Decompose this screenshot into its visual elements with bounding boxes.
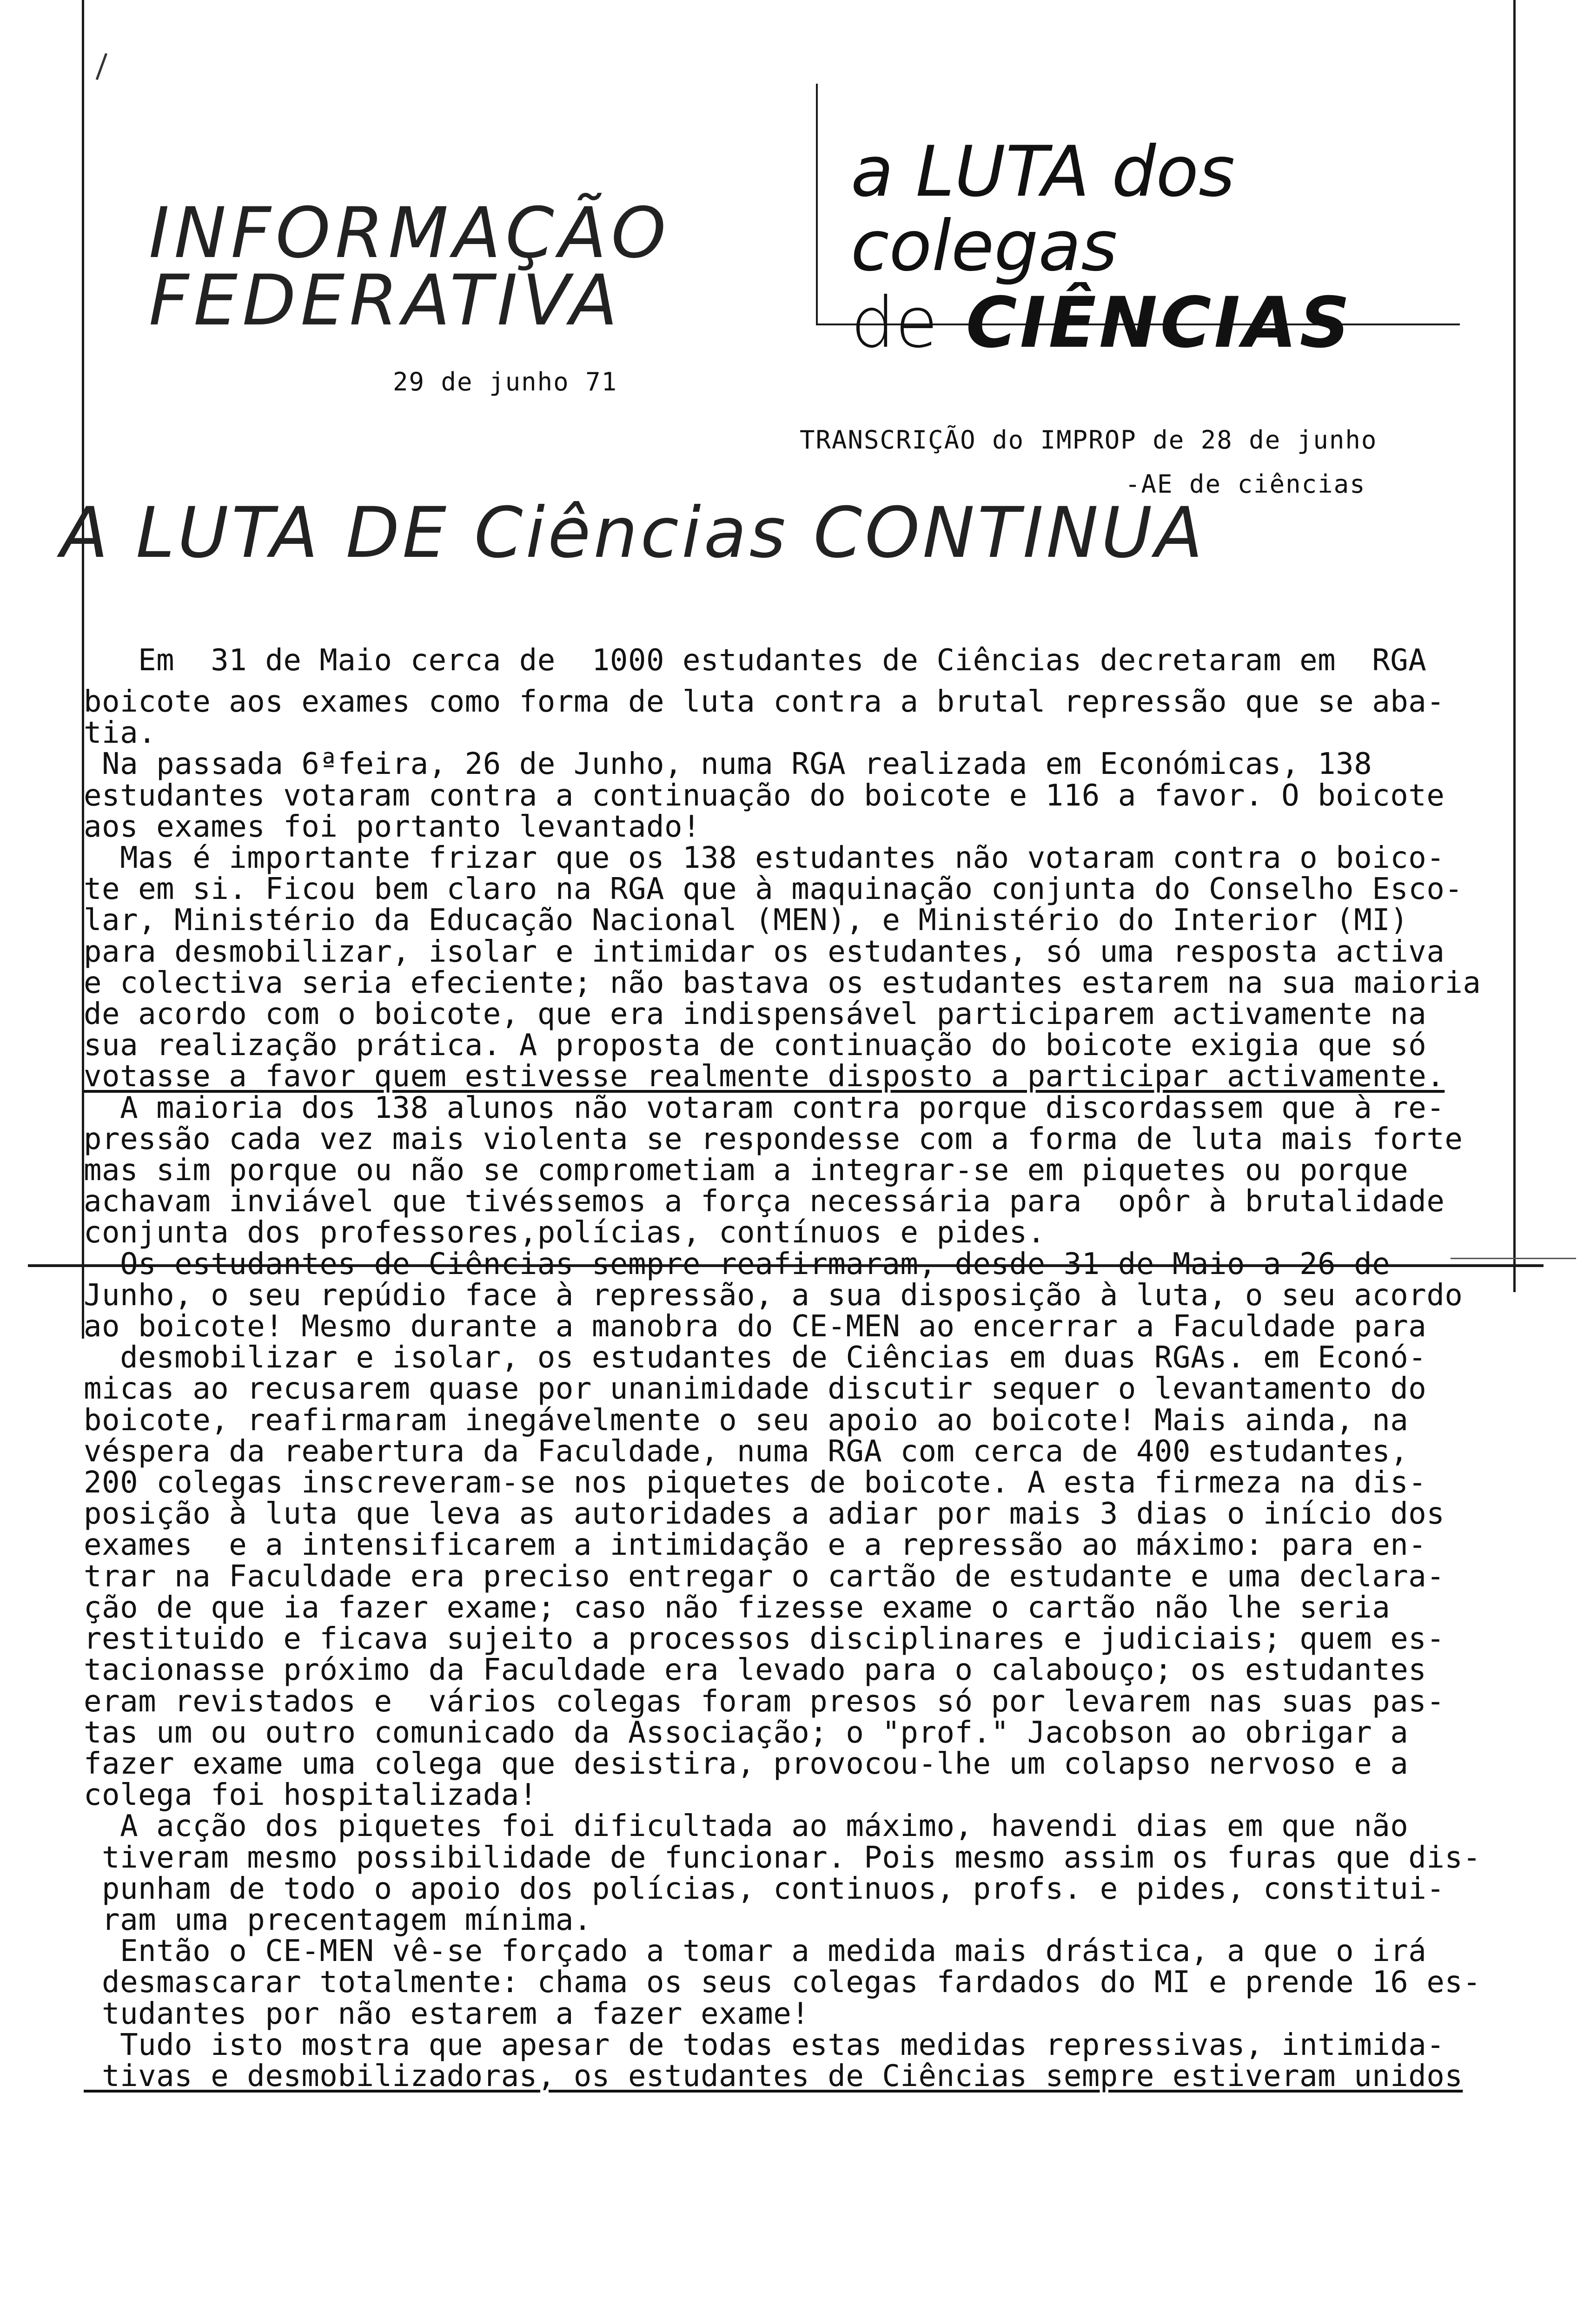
text-line: eram revistados e vários colegas foram presos só por levarem nas suas pas- <box>84 1684 1445 1719</box>
paragraph-2 <box>84 749 1513 843</box>
text-line: ram uma precentagem mínima. <box>84 1902 592 1937</box>
text-line: te em si. Ficou bem claro na RGA que à maquinação conjunta do Conselho Esco- <box>84 872 1463 907</box>
text-line-underlined: votasse a favor quem estivesse realmente disposto a participar activamente. <box>84 1059 1445 1094</box>
section-title-line2 <box>851 284 1455 363</box>
text-line: tiveram mesmo possibilidade de funcionar. Pois mesmo assim os furas que dis- <box>84 1840 1481 1875</box>
text-line: achavam inviável que tivéssemos a força necessária para opôr à brutalidade <box>84 1184 1445 1219</box>
text-line: tudantes por não estarem a fazer exame! <box>84 1996 810 2031</box>
text-line: restituido e ficava sujeito a processos disciplinares e judiciais; quem es- <box>84 1622 1445 1657</box>
text-line: pressão cada vez mais violenta se respondesse com a forma de luta mais forte <box>84 1122 1463 1156</box>
text-line: Os estudantes de Ciências sempre reafirmaram, desde 31 de Maio a 26 de <box>84 1247 1391 1281</box>
text-line: A maioria dos 138 alunos não votaram contra porque discordassem que à re- <box>84 1090 1445 1125</box>
paragraph-7 <box>84 1936 1513 2092</box>
text-line: ção de que ia fazer exame; caso não fizesse exame o cartão não lhe seria <box>84 1590 1391 1625</box>
publication-title <box>149 193 671 341</box>
text-line: trar na Faculdade era preciso entregar o cartão de estudante e uma declara- <box>84 1559 1445 1594</box>
text-line: tia. <box>84 716 157 751</box>
section-title-ciencias: CIÊNCIAS <box>966 283 1353 363</box>
text-line: Mas é importante frizar que os 138 estudantes não votaram contra o boico- <box>84 841 1445 876</box>
publication-title-line2: FEDERATIVA <box>149 260 623 341</box>
page-right-rule <box>1513 0 1516 1292</box>
publication-title-line1: INFORMAÇÃO <box>149 193 671 274</box>
text-line: lar, Ministério da Educação Nacional (MEN), e Ministério do Interior (MI) <box>84 903 1409 938</box>
transcription-note: TRANSCRIÇÃO do IMPROP de 28 de junho <box>800 425 1378 455</box>
text-line: boicote aos exames como forma de luta contra a brutal repressão que se aba- <box>84 685 1445 719</box>
text-line: Na passada 6ªfeira, 26 de Junho, numa RGA realizada em Económicas, 138 <box>84 747 1372 782</box>
text-line: sua realização prática. A proposta de continuação do boicote exigia que só <box>84 1028 1427 1063</box>
text-line: Tudo isto mostra que apesar de todas estas medidas repressivas, intimida- <box>84 2027 1445 2062</box>
paragraph-5 <box>84 1249 1513 1811</box>
publication-date: 29 de junho 71 <box>393 367 618 396</box>
text-line: estudantes votaram contra a continuação do boicote e 116 a favor. O boicote <box>84 778 1445 813</box>
text-line: punham de todo o apoio dos polícias, continuos, profs. e pides, constitui- <box>84 1871 1445 1906</box>
paragraph-1 <box>84 644 1513 749</box>
text-line: posição à luta que leva as autoridades a adiar por mais 3 dias o início dos <box>84 1497 1445 1532</box>
text-line: conjunta dos professores,polícias, contínuos e pides. <box>84 1215 1046 1250</box>
article-body <box>84 644 1513 2092</box>
text-line: Junho, o seu repúdio face à repressão, a sua disposição à luta, o seu acordo <box>84 1278 1463 1313</box>
text-line: tas um ou outro comunicado da Associação; o "prof." Jacobson ao obrigar a <box>84 1715 1409 1750</box>
text-line: desmobilizar e isolar, os estudantes de Ciências em duas RGAs. em Econó- <box>84 1340 1427 1375</box>
text-line: micas ao recusarem quase por unanimidade discutir sequer o levantamento do <box>84 1372 1427 1406</box>
text-line-underlined: tivas e desmobilizadoras, os estudantes de Ciências sempre estiveram unidos <box>84 2059 1463 2093</box>
text-line: exames e a intensificarem a intimidação e a repressão ao máximo: para en- <box>84 1528 1427 1563</box>
text-line: 200 colegas inscreveram-se nos piquetes de boicote. A esta firmeza na dis- <box>84 1466 1427 1500</box>
text-line: colega foi hospitalizada! <box>84 1778 537 1813</box>
text-line: aos exames foi portanto levantado! <box>84 809 701 844</box>
text-line: fazer exame uma colega que desistira, provocou-lhe um colapso nervoso e a <box>84 1746 1409 1781</box>
ink-mark <box>96 53 120 85</box>
text-line: boicote, reafirmaram inegávelmente o seu apoio ao boicote! Mais ainda, na <box>84 1403 1409 1438</box>
paragraph-6 <box>84 1811 1513 1936</box>
paragraph-3 <box>84 843 1513 1093</box>
paragraph-4 <box>84 1090 1513 1250</box>
transcription-source: -AE de ciências <box>1125 469 1366 499</box>
text-line: de acordo com o boicote, que era indispensável participarem activamente na <box>84 997 1427 1032</box>
section-title-de: de <box>851 283 938 363</box>
text-line: véspera da reabertura da Faculdade, numa RGA com cerca de 400 estudantes, <box>84 1434 1409 1469</box>
text-line: e colectiva seria efeciente; não bastava os estudantes estarem na sua maioria <box>84 965 1481 1000</box>
text-line: Em 31 de Maio cerca de 1000 estudantes de Ciências decretaram em RGA <box>84 643 1427 678</box>
section-title-box <box>851 132 1455 363</box>
text-line: mas sim porque ou não se comprometiam a integrar-se em piquetes ou porque <box>84 1153 1409 1188</box>
text-line: desmascarar totalmente: chama os seus colegas fardados do MI e prende 16 es- <box>84 1965 1481 2000</box>
header-box-left-rule <box>816 84 818 325</box>
text-line: Então o CE-MEN vê-se forçado a tomar a medida mais drástica, a que o irá <box>84 1934 1427 1969</box>
text-line: tacionasse próximo da Faculdade era levado para o calabouço; os estudantes <box>84 1653 1427 1688</box>
text-line: ao boicote! Mesmo durante a manobra do CE-MEN ao encerrar a Faculdade para <box>84 1309 1427 1344</box>
text-line: para desmobilizar, isolar e intimidar os estudantes, só uma resposta activa <box>84 934 1445 969</box>
section-title-line1: a LUTA dos colegas <box>851 132 1235 287</box>
text-line: A acção dos piquetes foi dificultada ao máximo, havendi dias em que não <box>84 1809 1409 1844</box>
headline: A LUTA DE Ciências CONTINUA <box>60 493 1206 574</box>
